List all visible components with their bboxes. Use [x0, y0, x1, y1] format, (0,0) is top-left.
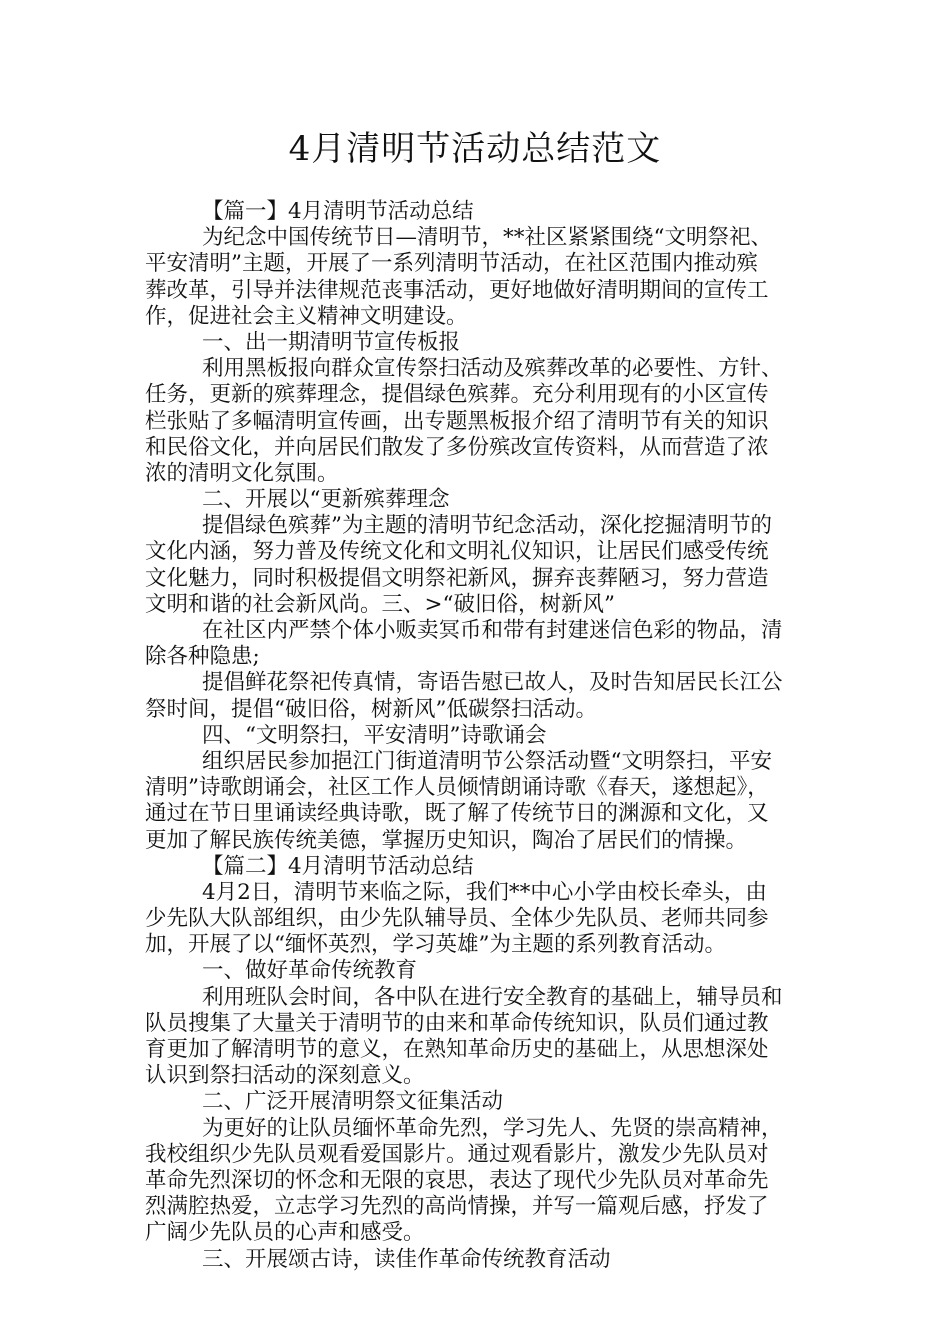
text-line: 为更好的让队员缅怀革命先烈，学习先人、先贤的崇高精神，: [202, 1115, 783, 1141]
text-line: 更加了解民族传统美德，掌握历史知识，陶冶了居民们的情操。: [145, 827, 748, 853]
text-line: 文化魅力，同时积极提倡文明祭祀新风，摒弃丧葬陋习，努力营造: [145, 565, 769, 591]
text-line: 三、开展颂古诗，读佳作革命传统教育活动: [202, 1246, 611, 1272]
text-line: 队员搜集了大量关于清明节的由来和革命传统知识，队员们通过教: [145, 1010, 769, 1036]
text-line: 认识到祭扫活动的深刻意义。: [145, 1063, 425, 1089]
text-line: 革命先烈深切的怀念和无限的哀思，表达了现代少先队员对革命先: [145, 1167, 769, 1193]
text-line: 4月2日，清明节来临之际，我们**中心小学由校长牵头，由: [202, 879, 767, 905]
text-line: 利用黑板报向群众宣传祭扫活动及殡葬改革的必要性、方针、: [202, 356, 783, 382]
text-line: 【篇二】4月清明节活动总结: [202, 853, 474, 879]
text-line: 为纪念中国传统节日—清明节，**社区紧紧围绕“文明祭祀、: [202, 225, 772, 251]
text-line: 通过在节日里诵读经典诗歌，既了解了传统节日的渊源和文化，又: [145, 801, 769, 827]
text-line: 一、做好革命传统教育: [202, 958, 418, 984]
text-line: 除各种隐患;: [145, 644, 260, 670]
text-line: 二、广泛开展清明祭文征集活动: [202, 1089, 504, 1115]
text-line: 我校组织少先队员观看爱国影片。通过观看影片，激发少先队员对: [145, 1141, 769, 1167]
text-line: 栏张贴了多幅清明宣传画，出专题黑板报介绍了清明节有关的知识: [145, 408, 769, 434]
text-line: 烈满腔热爱，立志学习先烈的高尚情操，并写一篇观后感，抒发了: [145, 1194, 769, 1220]
text-line: 二、开展以“更新殡葬理念: [202, 487, 450, 513]
text-line: 作，促进社会主义精神文明建设。: [145, 303, 468, 329]
document-title: 4月清明节活动总结范文: [288, 129, 662, 169]
text-line: 祭时间，提倡“破旧俗，树新风”低碳祭扫活动。: [145, 696, 597, 722]
text-line: 少先队大队部组织，由少先队辅导员、全体少先队员、老师共同参: [145, 906, 769, 932]
text-line: 广阔少先队员的心声和感受。: [145, 1220, 425, 1246]
text-line: 一、出一期清明节宣传板报: [202, 329, 461, 355]
text-line: 四、“文明祭扫，平安清明”诗歌诵会: [202, 722, 547, 748]
text-line: 任务，更新的殡葬理念，提倡绿色殡葬。充分利用现有的小区宣传: [145, 382, 769, 408]
text-line: 葬改革，引导并法律规范丧事活动，更好地做好清明期间的宣传工: [145, 277, 769, 303]
text-line: 育更加了解清明节的意义，在熟知革命历史的基础上，从思想深处: [145, 1037, 769, 1062]
text-line: 提倡鲜花祭祀传真情，寄语告慰已故人，及时告知居民长江公: [202, 670, 783, 696]
text-line: 加，开展了以“缅怀英烈，学习英雄”为主题的系列教育活动。: [145, 932, 726, 958]
text-line: 文明和谐的社会新风尚。三、>“破旧俗，树新风”: [145, 591, 615, 617]
document-body: [145, 199, 810, 1273]
text-line: 平安清明”主题，开展了一系列清明节活动，在社区范围内推动殡: [145, 251, 758, 277]
text-line: 提倡绿色殡葬”为主题的清明节纪念活动，深化挖掘清明节的: [202, 513, 772, 539]
text-line: 在社区内严禁个体小贩卖冥币和带有封建迷信色彩的物品，清: [202, 618, 783, 643]
text-line: 组织居民参加挹江门街道清明节公祭活动暨“文明祭扫，平安: [202, 748, 772, 774]
text-line: 浓的清明文化氛围。: [145, 460, 339, 486]
text-line: 【篇一】4月清明节活动总结: [202, 199, 474, 224]
text-line: 和民俗文化，并向居民们散发了多份殡改宣传资料，从而营造了浓: [145, 434, 769, 460]
text-line: 利用班队会时间，各中队在进行安全教育的基础上，辅导员和: [202, 984, 783, 1010]
text-line: 清明”诗歌朗诵会，社区工作人员倾情朗诵诗歌《春天，遂想起》，: [145, 775, 769, 801]
text-line: 文化内涵，努力普及传统文化和文明礼仪知识，让居民们感受传统: [145, 539, 769, 565]
